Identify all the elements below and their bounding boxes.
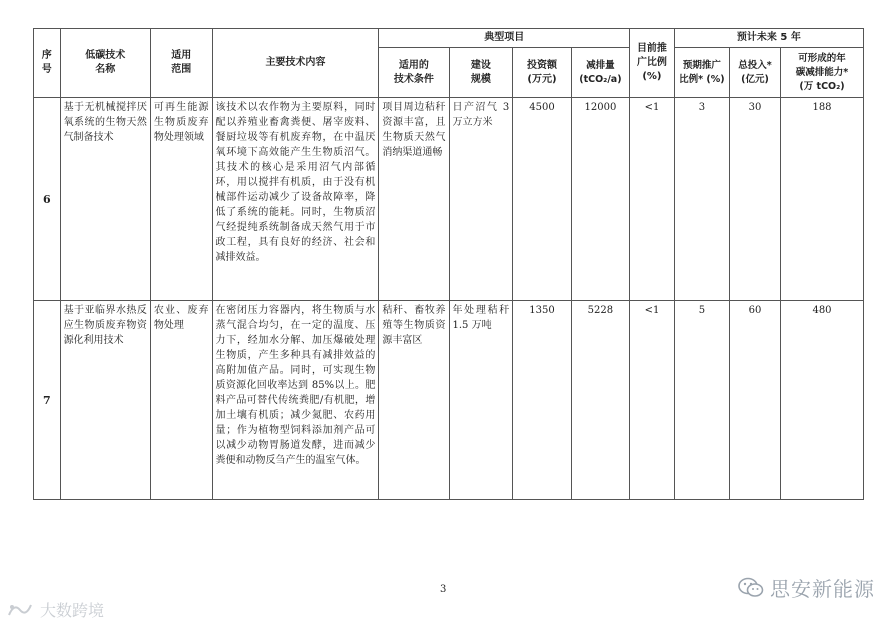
row-capacity: 480 xyxy=(781,301,864,500)
row-expected-ratio: 5 xyxy=(674,301,729,500)
header-conditions: 适用的 技术条件 xyxy=(379,48,449,98)
row-current-ratio: <1 xyxy=(630,98,675,301)
header-reduction: 减排量 (tCO₂/a) xyxy=(571,48,629,98)
row-investment: 1350 xyxy=(513,301,571,500)
header-typical-project: 典型项目 xyxy=(379,29,630,48)
row-capacity: 188 xyxy=(781,98,864,301)
header-seq: 序号 xyxy=(34,29,61,98)
row-content: 该技术以农作物为主要原料，同时配以养殖业畜禽粪便、屠宰废料、餐厨垃圾等有机废弃物，在中温厌氧环境下高效能产生生物质沼气。其技术的核心是采用沼气内部循环，用以搅拌有机质，由于没有机械部件运动减少了设备故障率，降低了系统的能耗。同时，生物质沼气经提纯系统制备成天然气用于市政工程，具有良好的经济、社会和减排效益。 xyxy=(212,98,379,301)
technology-table xyxy=(33,28,864,500)
header-scope: 适用 范围 xyxy=(150,29,212,98)
row-content: 在密闭压力容器内，将生物质与水蒸气混合均匀，在一定的温度、压力下，经加水分解、加压爆破处理生物质，产生多种具有减排效益的高附加值产品。同时，可实现生物质资源化回收率达到 85%以上。肥料产品可替代传统粪肥/有机肥，增加土壤有机质；减少氮肥、农药用量；作为植物型饲料添加剂产品可以减少动物胃肠道发酵，进而减少粪便和动物反刍产生的温室气体。 xyxy=(212,301,379,500)
row-seq: 7 xyxy=(34,301,61,500)
header-total-investment: 总投入* (亿元) xyxy=(730,48,781,98)
row-conditions: 秸秆、畜牧养殖等生物质资源丰富区 xyxy=(379,301,449,500)
table-row xyxy=(34,301,864,500)
header-expected-ratio: 预期推广 比例* (%) xyxy=(674,48,729,98)
header-current-ratio: 目前推 广比例 (%) xyxy=(630,29,675,98)
row-scale: 日产沼气 3 万立方米 xyxy=(449,98,513,301)
header-investment: 投资额 (万元) xyxy=(513,48,571,98)
row-reduction: 12000 xyxy=(571,98,629,301)
header-content: 主要技术内容 xyxy=(212,29,379,98)
row-investment: 4500 xyxy=(513,98,571,301)
table-row xyxy=(34,98,864,301)
header-tech-name: 低碳技术 名称 xyxy=(60,29,150,98)
row-seq: 6 xyxy=(34,98,61,301)
page-number: 3 xyxy=(440,584,447,595)
row-tech-name: 基于无机械搅拌厌氧系统的生物天然气制备技术 xyxy=(60,98,150,301)
wechat-icon xyxy=(738,577,764,599)
row-scale: 年处理秸秆 1.5 万吨 xyxy=(449,301,513,500)
header-forecast: 预计未来 5 年 xyxy=(674,29,863,48)
watermark-right-text: 思安新能源 xyxy=(770,577,875,601)
header-scale: 建设 规模 xyxy=(449,48,513,98)
watermark-left-text: 大数跨境 xyxy=(40,601,105,620)
watermark-right xyxy=(738,573,875,602)
row-total-investment: 30 xyxy=(730,98,781,301)
header-capacity: 可形成的年 碳减排能力* (万 tCO₂) xyxy=(781,48,864,98)
row-scope: 农业、废弃物处理 xyxy=(150,301,212,500)
row-reduction: 5228 xyxy=(571,301,629,500)
row-tech-name: 基于亚临界水热反应生物质废弃物资源化利用技术 xyxy=(60,301,150,500)
row-total-investment: 60 xyxy=(730,301,781,500)
row-expected-ratio: 3 xyxy=(674,98,729,301)
logo-icon xyxy=(6,601,34,619)
row-current-ratio: <1 xyxy=(630,301,675,500)
watermark-left xyxy=(6,598,104,621)
row-scope: 可再生能源生物质废弃物处理领域 xyxy=(150,98,212,301)
row-conditions: 项目周边秸秆资源丰富，且生物质天然气消纳渠道通畅 xyxy=(379,98,449,301)
